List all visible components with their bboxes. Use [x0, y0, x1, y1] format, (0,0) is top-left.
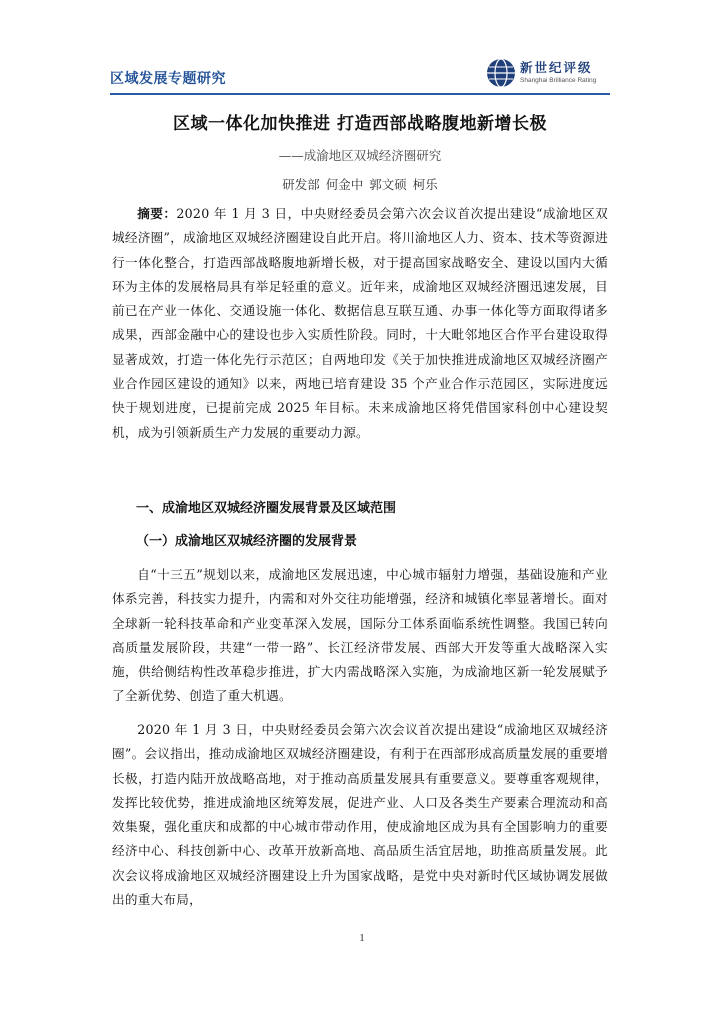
document-title: 区域一体化加快推进 打造西部战略腹地新增长极 — [173, 114, 547, 134]
globe-logo-icon — [486, 58, 516, 88]
brand-logo — [486, 58, 610, 90]
abstract-label: 摘要： — [137, 206, 177, 221]
section-heading-1: 一、成渝地区双城经济圈发展背景及区域范围 — [136, 501, 397, 516]
page-number: 1 — [359, 932, 365, 944]
header-divider — [110, 93, 610, 95]
body-paragraph-1: 自“十三五”规划以来，成渝地区发展迅速，中心城市辐射力增强，基础设施和产业体系完善，科技实力提升，内需和对外交往功能增强，经济和城镇化率显著增长。面对全球新一轮科技革命和产业变革深入发展，国际分工体系面临系统性调整。我国已转向高质量发展阶段，共建“一带一路”、长江经济带发展、西部大开发等重大战略深入实施，供给侧结构性改革稳步推进，扩大内需战略深入实施，为成渝地区新一轮发展赋予了全新优势、创造了重大机遇。 — [112, 567, 608, 704]
logo-chinese-name: 新世纪评级 — [520, 60, 593, 75]
abstract-text: 2020 年 1 月 3 日，中央财经委员会第六次会议首次提出建设“成渝地区双城经济圈”，成渝地区双城经济圈建设自此开启。将川渝地区人力、资本、技术等资源进行一体化整合，打造西部战略腹地新增长极，对于提高国家战略安全、建设以国内大循环为主体的发展格局具有举足轻重的意义。近年来，成渝地区双城经济圈迅速发展，目前已在产业一体化、交通设施一体化、数据信息互联互通、办事一体化等方面取得诸多成果，西部金融中心的建设也步入实质性阶段。同时，十大毗邻地区合作平台建设取得显著成效，打造一体化先行示范区；自两地印发《关于加快推进成渝地区双城经济圈产业合作园区建设的通知》以来，两地已培育建设 35 个产业合作示范园区，实际进度远快于规划进度，已提前完成 2025 年目标。未来成渝地区将凭借国家科创中心建设契机，成为引领新质生产力发展的重要动力源。 — [112, 206, 609, 440]
authors-line: 研发部 何金中 郭文硕 柯乐 — [282, 177, 438, 192]
section-title: 区域发展专题研究 — [110, 71, 226, 87]
page-header — [110, 56, 610, 92]
abstract-paragraph — [112, 202, 608, 445]
logo-english-name: Shanghai Brilliance Rating — [520, 77, 597, 84]
subsection-heading-1: （一）成渝地区双城经济圈的发展背景 — [136, 534, 358, 549]
body-paragraph-2: 2020 年 1 月 3 日，中央财经委员会第六次会议首次提出建设“成渝地区双城经济圈”。会议指出，推动成渝地区双城经济圈建设，有利于在西部形成高质量发展的重要增长极，打造内陆开放战略高地，对于推动高质量发展具有重要意义。要尊重客观规律，发挥比较优势，推进成渝地区统筹发展，促进产业、人口及各类生产要素合理流动和高效集聚，强化重庆和成都的中心城市带动作用，使成渝地区成为具有全国影响力的重要经济中心、科技创新中心、改革开放新高地、高品质生活宜居地，助推高质量发展。此次会议将成渝地区双城经济圈建设上升为国家战略，是党中央对新时代区域协调发展做出的重大布局， — [112, 722, 608, 908]
document-subtitle: ——成渝地区双城经济圈研究 — [278, 148, 442, 163]
